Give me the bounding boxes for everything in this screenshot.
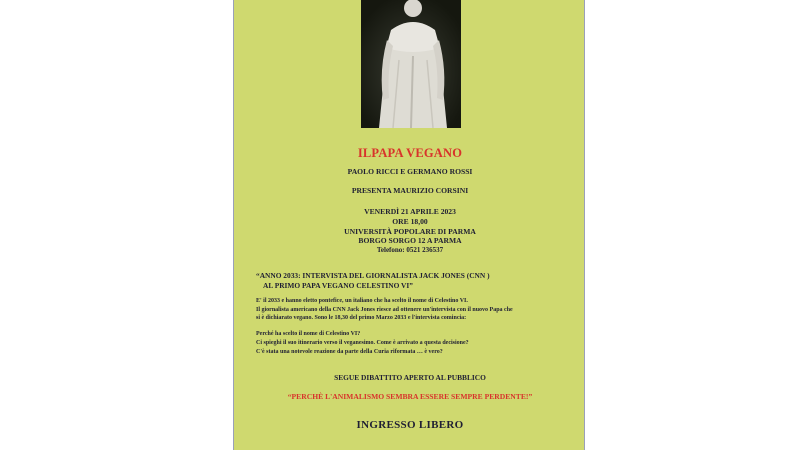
event-details (234, 207, 586, 256)
event-address: BORGO SORGO 12 A PARMA (358, 236, 462, 246)
question-line: C'è stata una notevole reazione da parte della Curia riformata … è vero? (256, 348, 443, 355)
presenter: PRESENTA MAURIZIO CORSINI (351, 186, 469, 195)
debate-notice: SEGUE DIBATTITO APERTO AL PUBBLICO (334, 373, 486, 382)
authors: PAOLO RICCI E GERMANO ROSSI (347, 167, 473, 176)
free-entry: INGRESSO LIBERO (356, 419, 464, 431)
interview-questions (256, 330, 566, 356)
paragraph-line: E' il 2033 e hanno eletto pontefice, un italiano che ha scelto il nome di Celestino VI. (256, 298, 468, 304)
pope-photo (361, 0, 461, 128)
paragraph-line: si è dichiarato vegano. Sono le 18,30 del primo Marzo 2033 e l'intervista comincia: (256, 315, 467, 322)
event-phone: Telefono: 0521 236537 (376, 246, 444, 255)
event-venue: UNIVERSITÀ POPOLARE DI PARMA (344, 226, 476, 236)
question-line: Perché ha scelto il nome di Celestino VI? (256, 331, 361, 337)
event-title: ILPAPA VEGANO (357, 146, 463, 160)
quote-line: AL PRIMO PAPA VEGANO CELESTINO VI” (263, 280, 413, 290)
pope-figure-image (361, 0, 461, 128)
slogan: “PERCHÈ L'ANIMALISMO SEMBRA ESSERE SEMPRE PERDENTE!” (287, 392, 533, 401)
quote-line: “ANNO 2033: INTERVISTA DEL GIORNALISTA JACK JONES (CNN ) (256, 271, 490, 280)
interview-quote (256, 271, 566, 290)
description-paragraph (256, 297, 566, 323)
event-date: VENERDÌ 21 APRILE 2023 (364, 207, 456, 216)
question-line: Ci spieghi il suo itinerario verso il veganesimo. Come è arrivato a questa decisione? (256, 339, 469, 346)
paragraph-line: Il giornalista americano della CNN Jack Jones riesce ad ottenere un'intervista con il nuovo Papa che (256, 306, 513, 313)
event-poster (233, 0, 585, 450)
event-time: ORE 18,00 (392, 216, 428, 226)
